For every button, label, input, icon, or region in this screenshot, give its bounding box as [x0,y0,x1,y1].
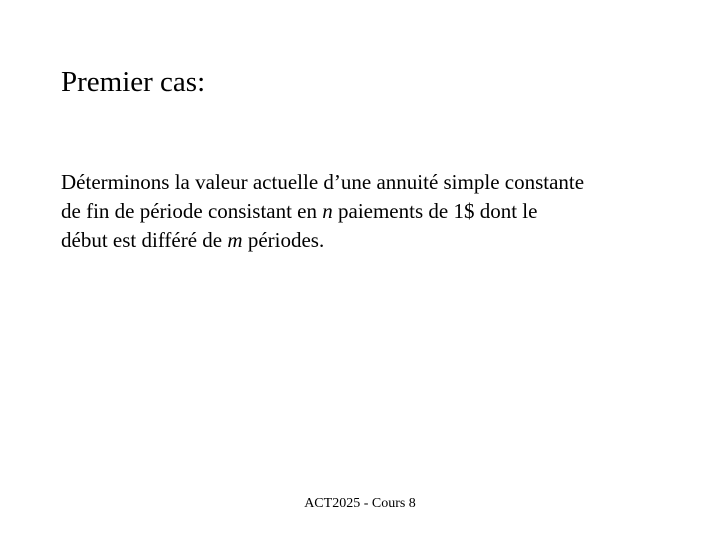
body-line-3-post: périodes. [242,228,325,252]
variable-n: n [322,199,333,223]
slide-footer: ACT2025 - Cours 8 [304,496,416,511]
body-line-3 [61,226,681,255]
body-line-1-text: Déterminons la valeur actuelle d’une annuité simple constante [61,170,585,194]
body-line-2 [61,197,681,226]
body-line-2-post: paiements de 1$ dont le [332,199,538,223]
slide-title: Premier cas: [61,66,206,98]
body-line-2-pre: de fin de période consistant en [61,199,323,223]
variable-m: m [227,228,243,252]
slide-body [61,168,681,255]
body-line-1 [61,168,681,197]
body-line-3-pre: début est différé de [61,228,228,252]
